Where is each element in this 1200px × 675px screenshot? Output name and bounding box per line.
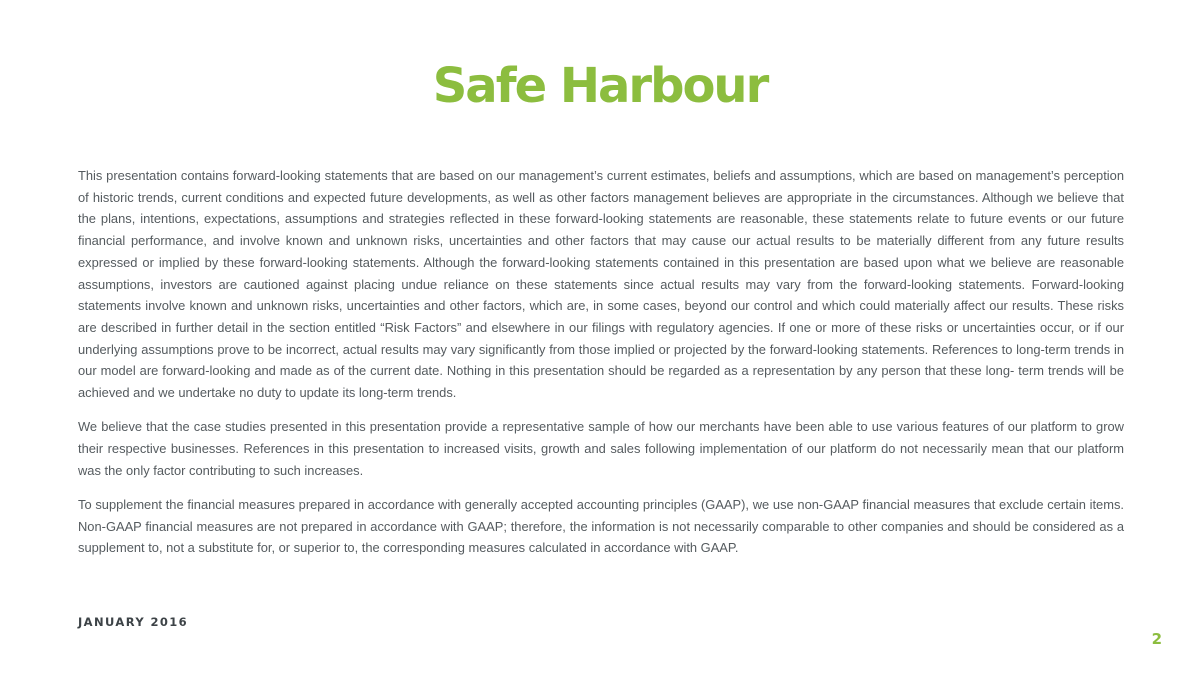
non-gaap-paragraph: To supplement the financial measures prepared in accordance with generally accepted accounting principles (GAAP), we use non-GAAP financial measures that exclude certain items. Non-GAAP financial measures are not prepared in accordance with GAAP; therefore, the information is not necessarily comparable to other companies and should be considered as a supplement to, not a substitute for, or superior to, the corresponding measures calculated in accordance with GAAP. bbox=[78, 496, 1124, 556]
page-number: 2 bbox=[1151, 630, 1162, 648]
safe-harbour-body bbox=[78, 165, 1124, 571]
slide-title: Safe Harbour bbox=[432, 58, 768, 114]
presentation-date: JANUARY 2016 bbox=[78, 615, 189, 629]
case-studies-paragraph: We believe that the case studies presented in this presentation provide a representative sample of how our merchants have been able to use various features of our platform to grow their respective businesses. References in this presentation to increased visits, growth and sales following implementation of our platform do not necessarily mean that our platform was the only factor contributing to such increases. bbox=[78, 419, 1124, 478]
forward-looking-paragraph: This presentation contains forward-looking statements that are based on our management’s current estimates, beliefs and assumptions, which are based on management’s perception of historic trends, current conditions and expected future developments, as well as other factors management believes are appropriate in the circumstances. Although we believe that the plans, intentions, expectations, assumptions and strategies reflected in these forward-looking statements are reasonable, these statements relate to future events or our future financial performance, and involve known and unknown risks, uncertainties and other factors that may cause our actual results to be materially different from any future results expressed or implied by these forward-looking statements. Although the forward-looking statements contained in this presentation are based upon what we believe are reasonable assumptions, investors are cautioned against placing undue reliance on these statements since actual results may vary from the forward-looking statements. Forward-looking statements involve known and unknown risks, uncertainties and other factors, which are, in some cases, beyond our control and which could materially affect our results. These risks are described in further detail in the section entitled “Risk Factors” and elsewhere in our filings with regulatory agencies. If one or more of these risks or uncertainties occur, or if our underlying assumptions prove to be incorrect, actual results may vary significantly from those implied or projected by the forward-looking statements. References to long-term trends in our model are forward-looking and made as of the current date. Nothing in this presentation should be regarded as a representation by any person that these long- term trends will be achieved and we undertake no duty to update its long-term trends. bbox=[78, 168, 1124, 401]
